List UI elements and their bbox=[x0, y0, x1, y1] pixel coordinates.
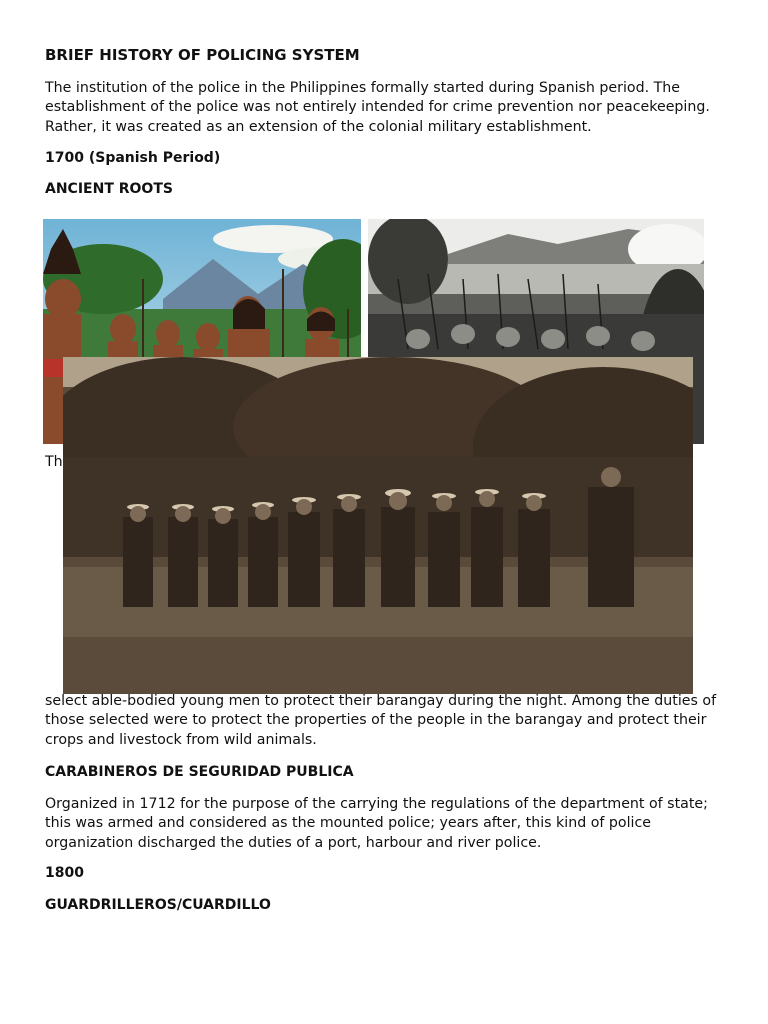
ancient-roots-paragraph: select able-bodied young men to protect their barangay during the night. Among the duties of those selected were to protect the properties of the people in the barangay and protect their crops and livestock from wild animals. bbox=[45, 693, 717, 748]
ancient-roots-heading: ANCIENT ROOTS bbox=[45, 181, 173, 197]
carabineros-heading: CARABINEROS DE SEGURIDAD PUBLICA bbox=[45, 764, 354, 780]
page-title: BRIEF HISTORY OF POLICING SYSTEM bbox=[45, 46, 360, 64]
period-heading-1800: 1800 bbox=[45, 865, 84, 881]
carabineros-paragraph: Organized in 1712 for the purpose of the carrying the regulations of the department of state; this was armed and considered as the mounted police; years after, this kind of police organization discharged the duties of a port, harbour and river police. bbox=[45, 796, 708, 851]
guardrilleros-heading: GUARDRILLEROS/CUARDILLO bbox=[45, 897, 271, 913]
period-heading-1700: 1700 (Spanish Period) bbox=[45, 150, 221, 166]
intro-paragraph: The institution of the police in the Philippines formally started during Spanish period. The establishment of the police was not entirely intended for crime prevention nor peacekeeping. Rather, it was created as an extension of the colonial military establishment. bbox=[45, 80, 710, 135]
historical-police-photo bbox=[63, 357, 693, 694]
obscured-text-fragment: Th bbox=[45, 454, 63, 470]
